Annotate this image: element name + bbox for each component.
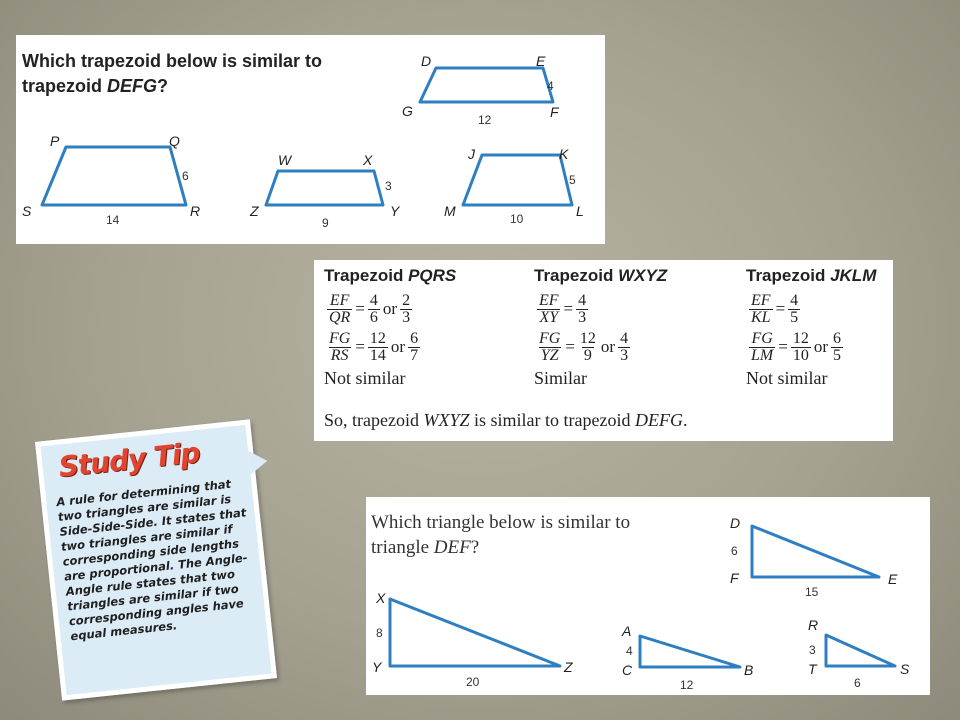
vertex-label: F (730, 570, 739, 586)
trapezoid-solution-panel (314, 260, 893, 441)
vertex-label: R (190, 203, 201, 219)
fraction: $\frac{12}{10}$ (792, 329, 809, 364)
vertex-label: B (744, 662, 754, 678)
trapezoid-question-line1: Which trapezoid below is similar to (22, 51, 323, 71)
vertex-label: X (363, 152, 373, 168)
side-length: 3 (385, 179, 392, 193)
side-length: 10 (510, 212, 524, 226)
column-heading: Trapezoid WXYZ (534, 266, 668, 285)
vertex-label: S (22, 203, 32, 219)
side-length: 4 (547, 79, 554, 93)
triangle-question-name: DEF (433, 537, 471, 558)
side-length: 12 (680, 678, 694, 692)
vertex-label: E (888, 571, 898, 587)
triangle-xyz-shape (390, 599, 560, 666)
triangle-def-shape (752, 526, 879, 577)
solution-conclusion: So, trapezoid WXYZ is similar to trapezoid DEFG. (324, 410, 688, 430)
ratio-equation: $\frac{EF}{QR}$ = $\frac{4}{6}$ or $\frac{2}{3}$ (329, 291, 411, 326)
triangle-def (730, 515, 898, 599)
side-length: 15 (805, 585, 819, 599)
vertex-label: J (468, 146, 475, 162)
vertex-label: C (622, 662, 633, 678)
triangle-question-line1: Which triangle below is similar to (371, 512, 631, 533)
triangle-rts (808, 617, 910, 690)
vertex-label: Z (250, 203, 259, 219)
trapezoid-figures (16, 35, 605, 244)
trapezoid-question-name: DEFG (107, 76, 158, 96)
side-length: 9 (322, 216, 329, 230)
side-length: 5 (569, 173, 576, 187)
triangle-xyz (372, 590, 573, 689)
fraction: $\frac{EF}{XY}$ (539, 291, 559, 326)
fraction: $\frac{4}{3}$ (620, 329, 629, 364)
trapezoid-question: Which trapezoid below is similar to trapezoid DEFG? (22, 51, 323, 96)
ratio-equation: $\frac{FG}{RS}$ = $\frac{12}{14}$ or $\frac{6}{7}$ (329, 329, 419, 364)
vertex-label: A (622, 623, 632, 639)
fraction: $\frac{4}{3}$ (578, 291, 587, 326)
column-heading: Trapezoid JKLM (746, 266, 877, 285)
trapezoid-wxyz-shape (266, 171, 383, 205)
side-length: 6 (854, 676, 861, 690)
trapezoid-defg (402, 53, 560, 127)
vertex-label: Q (169, 133, 180, 149)
vertex-label: X (376, 590, 386, 606)
side-length: 4 (626, 644, 633, 658)
trapezoid-jklm (444, 146, 584, 226)
triangle-question: Which triangle below is similar to triangle DEF? (371, 512, 631, 558)
ratio-equation: $\frac{FG}{LM}$ = $\frac{12}{10}$ or $\frac{6}{5}$ (751, 329, 841, 364)
vertex-label: P (50, 133, 60, 149)
trapezoid-jklm-shape (463, 155, 572, 205)
vertex-label: K (559, 146, 569, 162)
triangle-rts-shape (826, 635, 895, 666)
fraction: $\frac{12}{9}$ (579, 329, 596, 364)
side-length: 14 (106, 213, 120, 227)
similarity-result: Not similar (324, 368, 406, 388)
trapezoid-wxyz (249, 152, 401, 230)
solution-column-wxyz (534, 266, 667, 389)
fraction: $\frac{FG}{YZ}$ (539, 329, 561, 364)
vertex-label: Z (564, 659, 573, 675)
triangle-acb-shape (640, 636, 740, 667)
triangle-problem-panel (366, 497, 930, 695)
fraction: $\frac{4}{6}$ (369, 291, 378, 326)
fraction: $\frac{EF}{KL}$ (751, 291, 771, 326)
vertex-label: L (576, 203, 584, 219)
fraction: $\frac{4}{5}$ (790, 291, 799, 326)
vertex-label: R (808, 617, 819, 633)
solution-column-jklm (746, 266, 876, 389)
triangle-figures (366, 497, 930, 695)
study-tip-title: Study Tip (57, 435, 201, 484)
vertex-label: Y (372, 659, 382, 675)
solution-column-pqrs (324, 266, 456, 389)
side-length: 12 (478, 113, 492, 127)
similarity-result: Similar (534, 368, 587, 388)
vertex-label: M (444, 203, 456, 219)
triangle-acb (621, 623, 753, 692)
ratio-equation: $\frac{FG}{YZ}$ = $\frac{12}{9}$ or $\frac{4}{3}$ (539, 329, 629, 364)
side-length: 6 (182, 169, 189, 183)
side-length: 8 (376, 626, 383, 640)
vertex-label: D (421, 53, 432, 69)
trapezoid-problem-panel (16, 35, 605, 244)
fraction: $\frac{6}{5}$ (833, 329, 841, 364)
vertex-label: W (278, 152, 292, 168)
vertex-label: Y (390, 203, 400, 219)
vertex-label: F (550, 104, 559, 120)
side-length: 20 (466, 675, 480, 689)
ratio-equation: $\frac{EF}{KL}$ = $\frac{4}{5}$ (751, 291, 799, 326)
column-heading: Trapezoid PQRS (324, 266, 457, 285)
trapezoid-pqrs-shape (42, 147, 186, 205)
vertex-label: T (808, 661, 817, 677)
trapezoid-defg-shape (420, 68, 553, 102)
similarity-result: Not similar (746, 368, 828, 388)
study-tip-body: A rule for determining that two triangles are similar is Side-Side-Side. It states that two triangles are similar if corresponding side lengths are proportional. The Angle-Angle rule states that two triangles are similar if two corresponding angles have equal measures. (55, 476, 249, 644)
study-tip-card (35, 419, 277, 700)
vertex-label: D (730, 515, 741, 531)
fraction: $\frac{FG}{RS}$ (329, 329, 351, 364)
fraction: $\frac{12}{14}$ (369, 329, 386, 364)
side-length: 6 (731, 544, 738, 558)
vertex-label: G (402, 103, 413, 119)
ratio-equation: $\frac{EF}{XY}$ = $\frac{4}{3}$ (539, 291, 587, 326)
side-length: 3 (809, 643, 816, 657)
fraction: $\frac{FG}{LM}$ (751, 329, 774, 364)
vertex-label: E (536, 53, 546, 69)
fraction: $\frac{2}{3}$ (402, 291, 411, 326)
trapezoid-pqrs (22, 133, 200, 227)
fraction: $\frac{6}{7}$ (410, 329, 419, 364)
vertex-label: S (900, 661, 910, 677)
fraction: $\frac{EF}{QR}$ (329, 291, 351, 326)
speech-pointer (248, 449, 268, 475)
